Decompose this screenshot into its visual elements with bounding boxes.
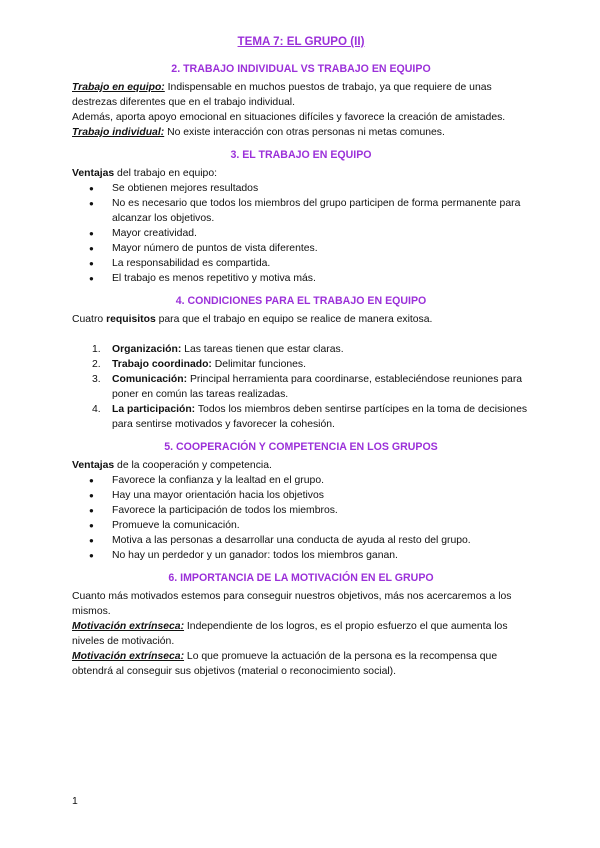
section-4-numbered-list (72, 342, 530, 432)
definition-text: No existe interacción con otras personas ni metas comunes. (164, 127, 445, 138)
list-item: ● La responsabilidad es compartida. (112, 256, 530, 271)
document-title: TEMA 7: EL GRUPO (II) (237, 35, 365, 48)
list-item: ● Mayor creatividad. (112, 226, 530, 241)
page-number: 1 (72, 796, 78, 807)
section-5-heading: 5. COOPERACIÓN Y COMPETENCIA EN LOS GRUPOS (164, 441, 438, 453)
list-item: ● El trabajo es menos repetitivo y motiva más. (112, 271, 530, 286)
numbered-item (92, 372, 530, 402)
list-item: ● No es necesario que todos los miembros del grupo participen de forma permanente para alcanzar los objetivos. (112, 196, 530, 226)
definition-text: Lo que promueve la actuación de la persona es la recompensa que obtendrá al conseguir sus objetivos (material o reconocimiento social). (72, 651, 498, 677)
section-4-intro (72, 312, 530, 327)
section-2-paragraph-1 (72, 80, 530, 110)
item-number: 2. (92, 359, 101, 370)
list-item: ● No hay un perdedor y un ganador: todos los miembros ganan. (112, 548, 530, 563)
section-2-paragraph-2: Además, aporta apoyo emocional en situaciones difíciles y favorece la creación de amistades. (72, 112, 506, 123)
intro-text: de la cooperación y competencia. (114, 460, 272, 471)
document-body (72, 34, 530, 679)
bold-word: Ventajas (72, 460, 115, 471)
section-3-heading: 3. EL TRABAJO EN EQUIPO (230, 149, 372, 161)
list-item: ● Favorece la participación de todos los miembros. (112, 503, 530, 518)
section-6-paragraph-3 (72, 649, 530, 679)
list-item: ● Hay una mayor orientación hacia los objetivos (112, 488, 530, 503)
item-text: Delimitar funciones. (211, 359, 307, 370)
section-2-heading: 2. TRABAJO INDIVIDUAL VS TRABAJO EN EQUIPO (171, 63, 431, 75)
bold-word: Ventajas (72, 168, 115, 179)
item-label: La participación: (112, 404, 196, 415)
list-item: ● Motiva a las personas a desarrollar una conducta de ayuda al resto del grupo. (112, 533, 530, 548)
section-6-paragraph-2 (72, 619, 530, 649)
item-label: Organización: (112, 344, 182, 355)
item-text: Las tareas tienen que estar claras. (181, 344, 344, 355)
section-3-intro (72, 166, 530, 181)
term-trabajo-individual: Trabajo individual: (72, 127, 165, 138)
list-item: ● Promueve la comunicación. (112, 518, 530, 533)
item-number: 4. (92, 404, 101, 415)
item-text: Principal herramienta para coordinarse, estableciéndose reuniones para poner en común las tareas realizadas. (112, 374, 523, 400)
item-number: 3. (92, 374, 101, 385)
item-label: Comunicación: (112, 374, 188, 385)
list-item: ● Mayor número de puntos de vista diferentes. (112, 241, 530, 256)
intro-text: del trabajo en equipo: (114, 168, 218, 179)
numbered-item (92, 342, 530, 357)
definition-text: Indispensable en muchos puestos de trabajo, ya que requiere de unas destrezas diferentes que en el trabajo individual. (72, 82, 492, 108)
term-trabajo-en-equipo: Trabajo en equipo: (72, 82, 165, 93)
intro-text: para que el trabajo en equipo se realice de manera exitosa. (155, 314, 433, 325)
item-text: Todos los miembros deben sentirse partícipes en la toma de decisiones para sentirse motivados y favorecer la cohesión. (112, 404, 528, 430)
item-label: Trabajo coordinado: (112, 359, 212, 370)
bold-word: requisitos (106, 314, 156, 325)
spacer (72, 327, 530, 342)
section-3-list (72, 181, 530, 286)
numbered-item (92, 402, 530, 432)
section-4-heading: 4. CONDICIONES PARA EL TRABAJO EN EQUIPO (175, 295, 427, 307)
item-number: 1. (92, 344, 101, 355)
section-6-paragraph-1: Cuanto más motivados estemos para conseguir nuestros objetivos, más nos acercaremos a los mismos. (72, 591, 512, 617)
term-motivacion-extrinseca: Motivación extrínseca: (72, 651, 185, 662)
section-6-heading: 6. IMPORTANCIA DE LA MOTIVACIÓN EN EL GRUPO (168, 572, 434, 584)
numbered-item (92, 357, 530, 372)
intro-text: Cuatro (72, 314, 107, 325)
definition-text: Independiente de los logros, es el propio esfuerzo el que aumenta los niveles de motivación. (72, 621, 508, 647)
section-5-list (72, 473, 530, 563)
section-2-paragraph-3 (72, 125, 530, 140)
list-item: ● Favorece la confianza y la lealtad en el grupo. (112, 473, 530, 488)
term-motivacion-extrinseca: Motivación extrínseca: (72, 621, 185, 632)
section-5-intro (72, 458, 530, 473)
list-item: ● Se obtienen mejores resultados (112, 181, 530, 196)
